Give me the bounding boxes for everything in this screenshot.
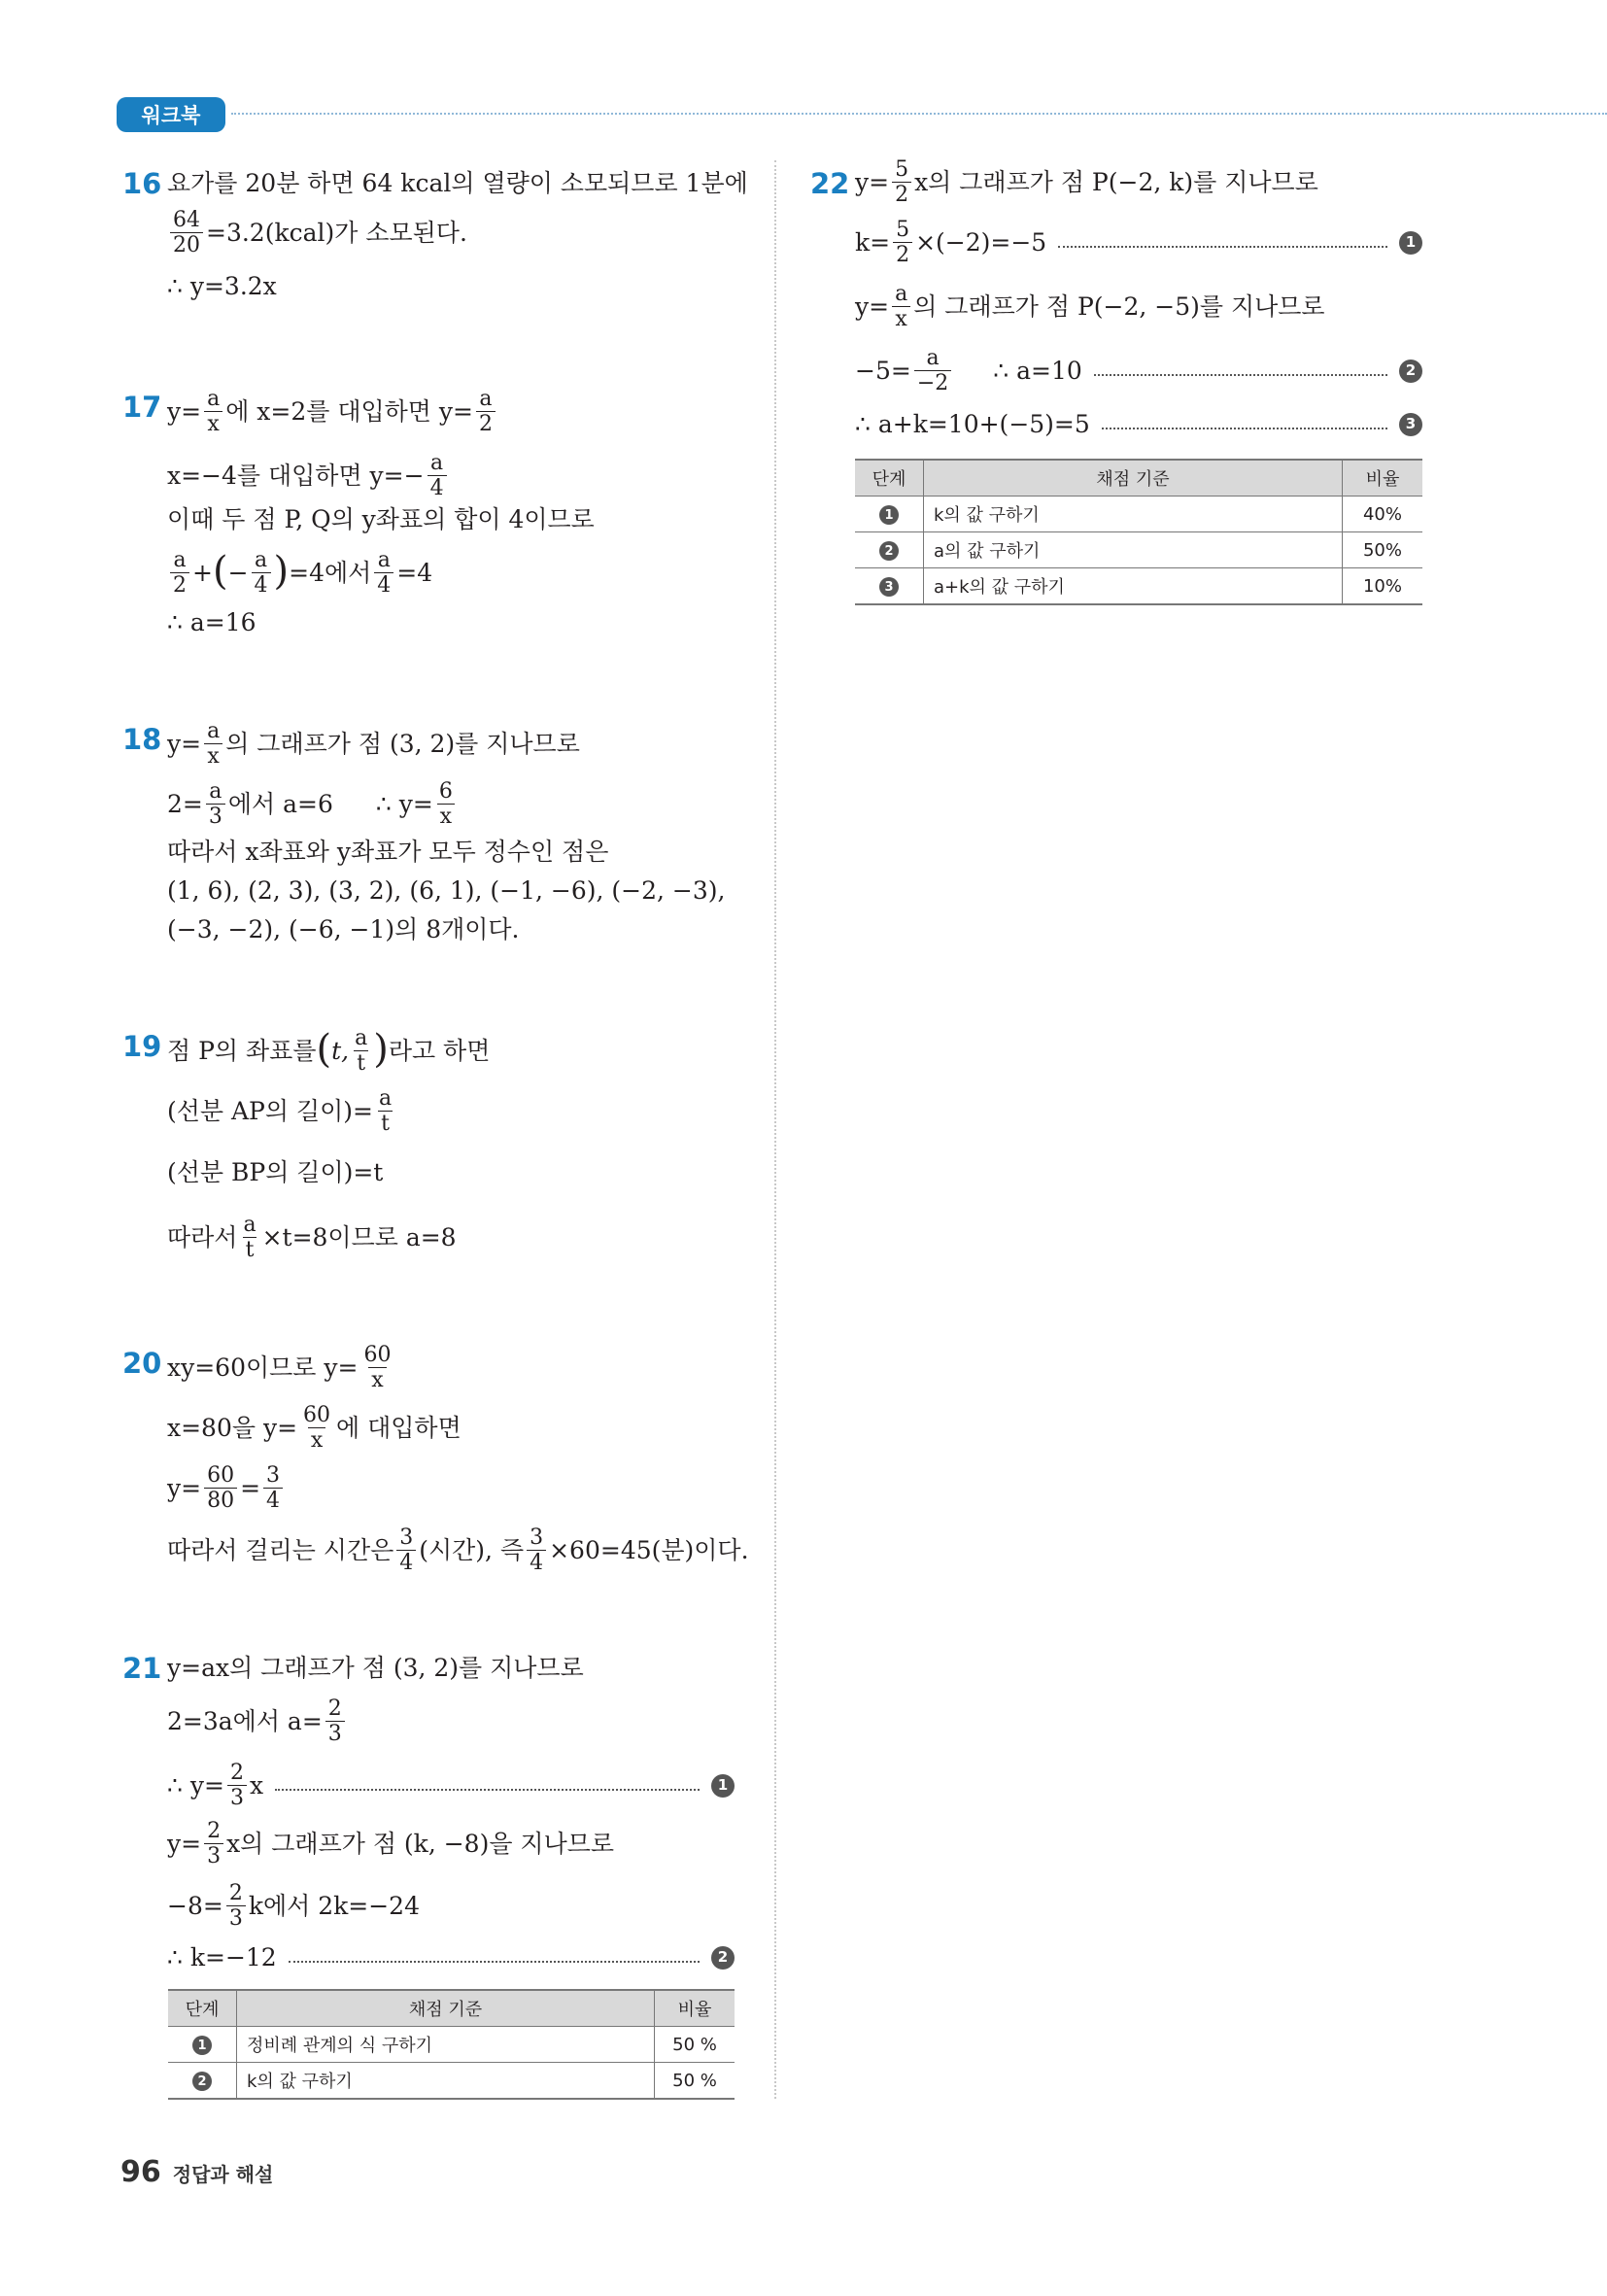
text: ∴ a=16 <box>167 608 256 636</box>
text: 의 그래프가 점 (3, 2)를 지나므로 <box>225 730 580 759</box>
fraction: $\frac{a}{3}$ <box>206 779 225 830</box>
text: 따라서 x좌표와 y좌표가 모두 정수인 점은 <box>167 838 609 866</box>
text: ∴ y=3.2x <box>167 272 277 300</box>
text: y= <box>167 1474 202 1503</box>
fraction: $\frac{a}{2}$ <box>476 387 496 437</box>
column-header: 단계 <box>168 1990 237 2027</box>
problem-number: 19 <box>122 1030 162 1063</box>
rate-cell: 50 % <box>655 2027 735 2063</box>
step-marker-icon: 1 <box>1399 231 1422 255</box>
text: x의 그래프가 점 (k, −8)을 지나므로 <box>226 1830 615 1859</box>
fraction: $\frac{64}{20}$ <box>170 208 203 258</box>
fraction: $\frac{2}{3}$ <box>226 1881 246 1932</box>
step-cell <box>168 2063 237 2100</box>
solution-line <box>167 1656 584 1680</box>
step-marker-icon: 1 <box>879 505 899 525</box>
fraction: $\frac{2}{3}$ <box>227 1761 247 1811</box>
fraction: $\frac{5}{2}$ <box>892 157 911 208</box>
table-row <box>168 2027 735 2063</box>
text: y= <box>167 1830 202 1859</box>
column-header: 비율 <box>1343 460 1423 497</box>
text: y= <box>855 292 890 322</box>
solution-line <box>167 171 748 195</box>
solution-line <box>167 1463 286 1514</box>
leader-dots <box>289 1961 700 1963</box>
left-paren: ( <box>212 548 228 594</box>
step-marker-icon: 2 <box>711 1946 735 1970</box>
solution-line <box>167 1213 457 1263</box>
solution-line <box>167 1160 383 1184</box>
column-header: 채점 기준 <box>237 1990 655 2027</box>
fraction: $\frac{a}{x}$ <box>892 282 910 332</box>
text: k에서 2k=−24 <box>248 1892 420 1921</box>
step-marker-icon: 2 <box>879 541 899 561</box>
text: (선분 AP의 길이)= <box>167 1097 373 1126</box>
text: y= <box>167 730 202 759</box>
solution-line <box>167 840 608 864</box>
solution-line <box>167 779 459 830</box>
text: 2=3a에서 a= <box>167 1707 323 1736</box>
criterion-cell: k의 값 구하기 <box>924 497 1343 532</box>
scoring-table <box>855 459 1422 605</box>
page-footer-label: 정답과 해설 <box>172 2163 274 2186</box>
solution-line <box>167 1403 462 1454</box>
step-marker-icon: 3 <box>879 577 899 597</box>
leader-dots <box>1102 428 1387 429</box>
text: (시간), 즉 <box>419 1536 525 1565</box>
text: 에 대입하면 <box>336 1414 462 1443</box>
fraction: $\frac{3}{4}$ <box>263 1463 283 1514</box>
table-row <box>855 532 1422 568</box>
solution-line <box>855 346 1422 396</box>
solution-line <box>167 451 450 501</box>
fraction: $\frac{a}{t}$ <box>378 1086 393 1137</box>
text: 에서 a=6 <box>227 790 333 819</box>
criterion-cell: 정비례 관계의 식 구하기 <box>237 2027 655 2063</box>
text: t, <box>331 1037 350 1066</box>
column-header: 채점 기준 <box>924 460 1343 497</box>
text: − <box>227 559 249 588</box>
step-cell <box>855 568 924 605</box>
fraction: $\frac{a}{t}$ <box>243 1213 256 1263</box>
solution-line <box>167 208 467 258</box>
text: 에 x=2를 대입하면 y= <box>225 397 473 427</box>
solution-line <box>167 1086 397 1137</box>
page-number: 96 <box>120 2155 161 2189</box>
fraction: $\frac{60}{x}$ <box>303 1403 331 1454</box>
scoring-table <box>168 1989 735 2100</box>
text: (선분 BP의 길이)=t <box>167 1158 384 1186</box>
step-marker-icon: 1 <box>711 1774 735 1798</box>
solution-line <box>167 917 520 942</box>
text: x의 그래프가 점 P(−2, k)를 지나므로 <box>914 168 1318 197</box>
text: x=−4를 대입하면 y=− <box>167 462 425 491</box>
text: =4 <box>396 559 433 588</box>
left-paren: ( <box>316 1026 332 1072</box>
table-row <box>855 497 1422 532</box>
problem-number: 16 <box>122 167 162 200</box>
table-header-row <box>168 1990 735 2027</box>
solution-line <box>855 282 1325 332</box>
text: = <box>240 1474 261 1503</box>
solution-line <box>855 218 1422 268</box>
problem-number: 18 <box>122 723 162 756</box>
column-header: 단계 <box>855 460 924 497</box>
text: ∴ k=−12 <box>167 1943 277 1971</box>
fraction: $\frac{2}{3}$ <box>204 1819 223 1869</box>
rate-cell: 10% <box>1343 568 1423 605</box>
text: ×60=45(분)이다. <box>549 1536 749 1565</box>
text: −5= <box>855 357 911 386</box>
solution-line <box>167 1761 735 1811</box>
solution-line <box>167 610 256 634</box>
step-cell <box>855 497 924 532</box>
text: 따라서 <box>167 1223 238 1252</box>
solution-line <box>167 1026 490 1077</box>
rate-cell: 50% <box>1343 532 1423 568</box>
text: + <box>192 559 213 588</box>
text: 점 P의 좌표를 <box>167 1037 317 1066</box>
solution-line <box>167 878 725 903</box>
text: 따라서 걸리는 시간은 <box>167 1536 394 1565</box>
text: 2= <box>167 790 203 819</box>
fraction: $\frac{3}{4}$ <box>396 1525 416 1576</box>
fraction: $\frac{60}{80}$ <box>204 1463 237 1514</box>
criterion-cell: k의 값 구하기 <box>237 2063 655 2100</box>
problem-number: 21 <box>122 1652 162 1685</box>
text: ∴ a=10 <box>993 357 1082 386</box>
solution-line <box>167 719 580 770</box>
column-header: 비율 <box>655 1990 735 2027</box>
criterion-cell: a+k의 값 구하기 <box>924 568 1343 605</box>
problem-number: 20 <box>122 1347 162 1380</box>
fraction: $\frac{5}{2}$ <box>893 218 912 268</box>
right-paren: ) <box>373 1026 389 1072</box>
text: y= <box>855 168 890 197</box>
step-marker-icon: 3 <box>1399 413 1422 436</box>
problem-number: 17 <box>122 391 162 424</box>
rate-cell: 50 % <box>655 2063 735 2100</box>
fraction: $\frac{2}{3}$ <box>325 1696 345 1747</box>
solution-line <box>855 412 1422 436</box>
text: xy=60이므로 y= <box>167 1354 359 1383</box>
leader-dots <box>1094 374 1387 376</box>
text: ∴ y= <box>375 790 433 819</box>
fraction: $\frac{a}{2}$ <box>170 548 189 599</box>
text: 요가를 20분 하면 64 kcal의 열량이 소모되므로 1분에 <box>167 169 748 197</box>
workbook-badge: 워크북 <box>117 97 225 132</box>
solution-line <box>167 1819 614 1869</box>
step-marker-icon: 1 <box>192 2036 212 2055</box>
text: −8= <box>167 1892 223 1921</box>
fraction: $\frac{a}{-2}$ <box>914 346 951 396</box>
text: =3.2(kcal)가 소모된다. <box>206 219 467 248</box>
leader-dots <box>275 1789 700 1791</box>
text: 의 그래프가 점 P(−2, −5)를 지나므로 <box>913 292 1325 322</box>
solution-line <box>167 1696 348 1747</box>
right-paren: ) <box>273 548 290 594</box>
criterion-cell: a의 값 구하기 <box>924 532 1343 568</box>
text: x <box>249 1771 264 1800</box>
text: y= <box>167 397 202 427</box>
fraction: $\frac{60}{x}$ <box>363 1343 392 1393</box>
solution-line <box>167 387 498 437</box>
page-footer <box>120 2155 273 2189</box>
solution-line <box>167 507 595 531</box>
problem-number: 22 <box>810 167 850 200</box>
fraction: $\frac{a}{4}$ <box>252 548 271 599</box>
text: x=80을 y= <box>167 1414 298 1443</box>
fraction: $\frac{a}{x}$ <box>204 719 222 770</box>
solution-line <box>167 274 277 298</box>
solution-line <box>167 1343 396 1393</box>
text: ∴ y= <box>167 1771 224 1800</box>
text: ×t=8이므로 a=8 <box>261 1223 457 1252</box>
fraction: $\frac{a}{x}$ <box>204 387 222 437</box>
table-row <box>855 568 1422 605</box>
column-divider <box>774 160 776 2099</box>
text: ×(−2)=−5 <box>915 228 1047 257</box>
step-marker-icon: 2 <box>1399 360 1422 383</box>
text: 이때 두 점 P, Q의 y좌표의 합이 4이므로 <box>167 505 595 533</box>
solution-line <box>167 548 432 599</box>
rate-cell: 40% <box>1343 497 1423 532</box>
fraction: $\frac{6}{x}$ <box>436 779 456 830</box>
leader-dots <box>1058 246 1387 248</box>
step-marker-icon: 2 <box>192 2072 212 2091</box>
text: =4에서 <box>289 559 372 588</box>
section-header <box>117 93 1607 136</box>
step-cell <box>855 532 924 568</box>
step-cell <box>168 2027 237 2063</box>
header-divider <box>231 113 1607 115</box>
fraction: $\frac{a}{t}$ <box>355 1026 368 1077</box>
text: (−3, −2), (−6, −1)의 8개이다. <box>167 915 520 943</box>
fraction: $\frac{3}{4}$ <box>527 1525 546 1576</box>
solution-line <box>167 1881 420 1932</box>
text: ∴ a+k=10+(−5)=5 <box>855 410 1090 438</box>
text: y=ax의 그래프가 점 (3, 2)를 지나므로 <box>167 1654 584 1682</box>
table-header-row <box>855 460 1422 497</box>
fraction: $\frac{a}{4}$ <box>374 548 393 599</box>
solution-line <box>167 1525 749 1576</box>
text: k= <box>855 228 891 257</box>
solution-line <box>855 157 1318 208</box>
table-row <box>168 2063 735 2100</box>
fraction: $\frac{a}{4}$ <box>427 451 447 501</box>
solution-line <box>167 1945 735 1970</box>
text: 라고 하면 <box>388 1037 491 1066</box>
text: (1, 6), (2, 3), (3, 2), (6, 1), (−1, −6), (−2, −3), <box>167 876 726 905</box>
